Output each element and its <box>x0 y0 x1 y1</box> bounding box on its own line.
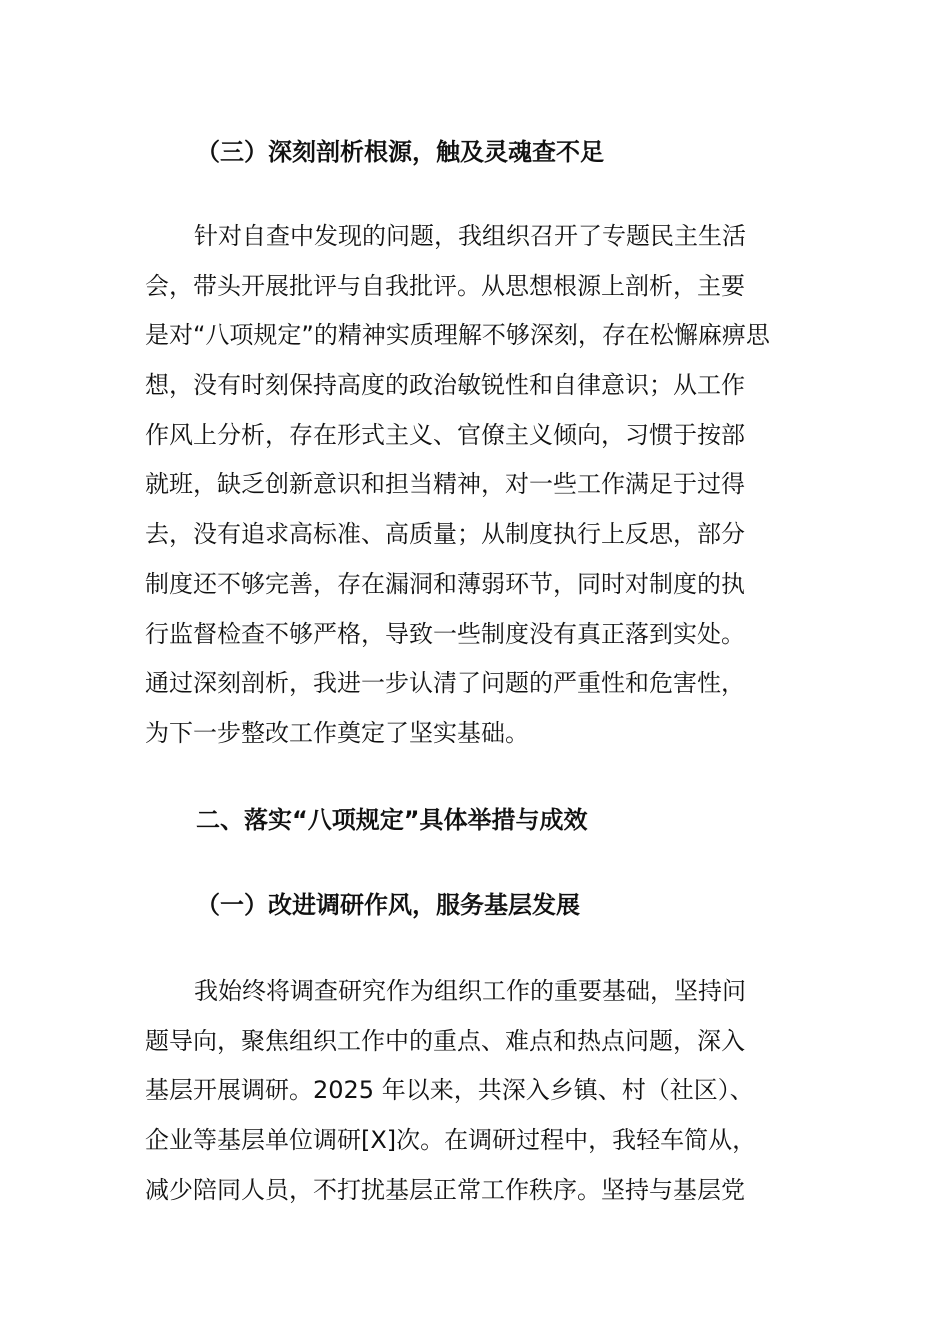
paragraph-line: 基层开展调研。2025 年以来，共深入乡镇、村（社区）、 <box>145 1076 754 1105</box>
paragraph-line: 为下一步整改工作奠定了坚实基础。 <box>145 718 529 747</box>
paragraph-line: 题导向，聚焦组织工作中的重点、难点和热点问题，深入 <box>145 1026 745 1055</box>
paragraph-research-style <box>145 967 805 1215</box>
paragraph-line: 想，没有时刻保持高度的政治敏锐性和自律意识；从工作 <box>145 371 745 400</box>
section-heading-2: 二、落实“八项规定”具体举措与成效 <box>196 806 588 834</box>
paragraph-line: 去，没有追求高标准、高质量；从制度执行上反思，部分 <box>145 520 745 549</box>
paragraph-line: 通过深刻剖析，我进一步认清了问题的严重性和危害性， <box>145 669 745 698</box>
paragraph-line: 针对自查中发现的问题，我组织召开了专题民主生活 <box>194 222 746 250</box>
paragraph-line: 是对“八项规定”的精神实质理解不够深刻，存在松懈麻痹思 <box>145 321 770 350</box>
paragraph-line: 行监督检查不够严格，导致一些制度没有真正落到实处。 <box>145 619 745 648</box>
paragraph-line: 制度还不够完善，存在漏洞和薄弱环节，同时对制度的执 <box>145 569 745 598</box>
paragraph-line: 我始终将调查研究作为组织工作的重要基础，坚持问 <box>194 977 746 1005</box>
paragraph-line: 就班，缺乏创新意识和担当精神，对一些工作满足于过得 <box>145 470 745 499</box>
paragraph-line: 减少陪同人员，不打扰基层正常工作秩序。坚持与基层党 <box>145 1175 745 1204</box>
paragraph-line: 企业等基层单位调研[X]次。在调研过程中，我轻车简从， <box>145 1126 757 1155</box>
subsection-heading-3: （三）深刻剖析根源，触及灵魂查不足 <box>196 138 604 166</box>
paragraph-root-cause-analysis <box>145 212 805 759</box>
paragraph-line: 会，带头开展批评与自我批评。从思想根源上剖析，主要 <box>145 271 745 300</box>
paragraph-line: 作风上分析，存在形式主义、官僚主义倾向，习惯于按部 <box>145 420 745 449</box>
subsection-heading-1: （一）改进调研作风，服务基层发展 <box>196 891 580 919</box>
